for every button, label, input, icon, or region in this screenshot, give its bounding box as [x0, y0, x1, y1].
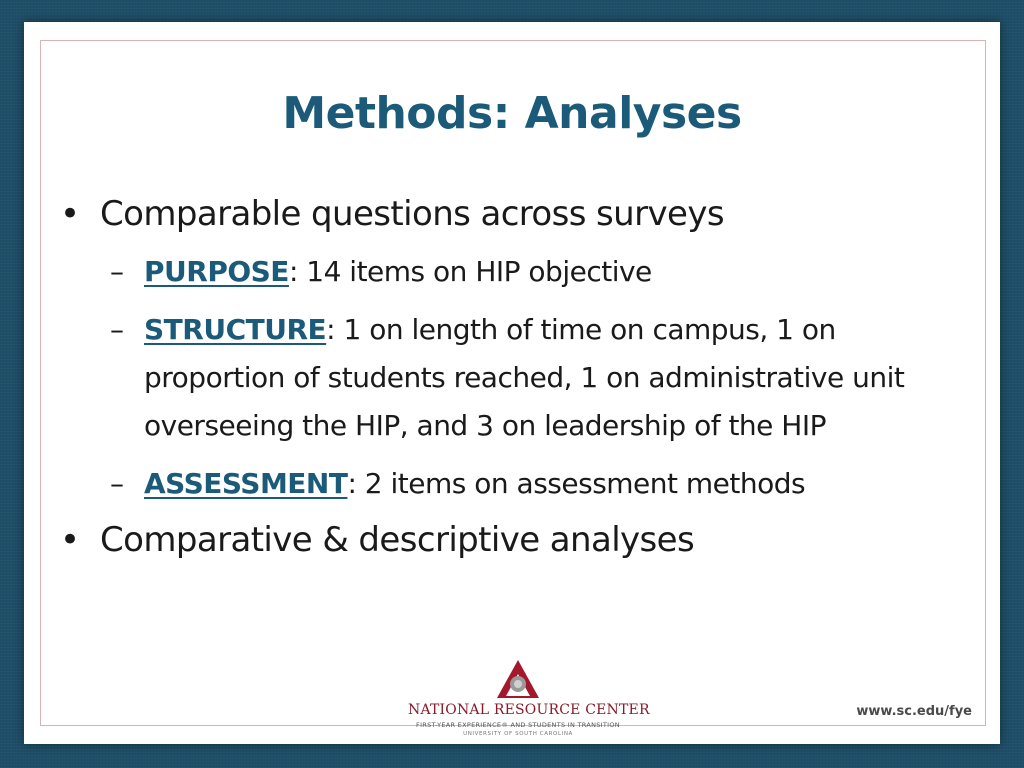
sub-item-text: : 2 items on assessment methods: [347, 467, 806, 500]
bullet-text: Comparable questions across surveys: [100, 194, 724, 234]
bullet-item: [60, 518, 970, 562]
slide-title: Methods: Analyses: [282, 88, 742, 139]
footer-url[interactable]: www.sc.edu/fye: [856, 704, 972, 719]
sub-item-text: : 1 on length of time on campus, 1 on proportion of students reached, 1 on administrative unit overseeing the HIP, and 3 on leadership of the HIP: [144, 313, 905, 442]
sub-item-assessment: [60, 460, 970, 508]
bullet-marker: •: [60, 194, 80, 234]
bullet-marker: •: [60, 520, 80, 560]
keyword-structure: STRUCTURE: [144, 313, 327, 346]
nrc-logo: [408, 658, 650, 738]
logo-university: UNIVERSITY OF SOUTH CAROLINA: [463, 731, 573, 737]
logo-name: NATIONAL RESOURCE CENTER: [408, 702, 650, 718]
sub-item-purpose: [60, 248, 970, 296]
sub-item-structure: [60, 306, 970, 450]
keyword-purpose: PURPOSE: [144, 255, 289, 288]
keyword-assessment: ASSESSMENT: [144, 467, 348, 500]
slide: [24, 22, 1000, 744]
dash-marker: –: [110, 467, 124, 500]
dash-marker: –: [110, 313, 124, 346]
bullet-item: [60, 192, 970, 236]
sub-item-text: : 14 items on HIP objective: [288, 255, 652, 288]
bullet-text: Comparative & descriptive analyses: [100, 520, 695, 560]
logo-subtitle: FIRST-YEAR EXPERIENCE® AND STUDENTS IN TRANSITION: [416, 721, 620, 729]
triangle-circle-logo-icon: [495, 658, 541, 700]
dash-marker: –: [110, 255, 124, 288]
slide-content: [60, 192, 970, 574]
